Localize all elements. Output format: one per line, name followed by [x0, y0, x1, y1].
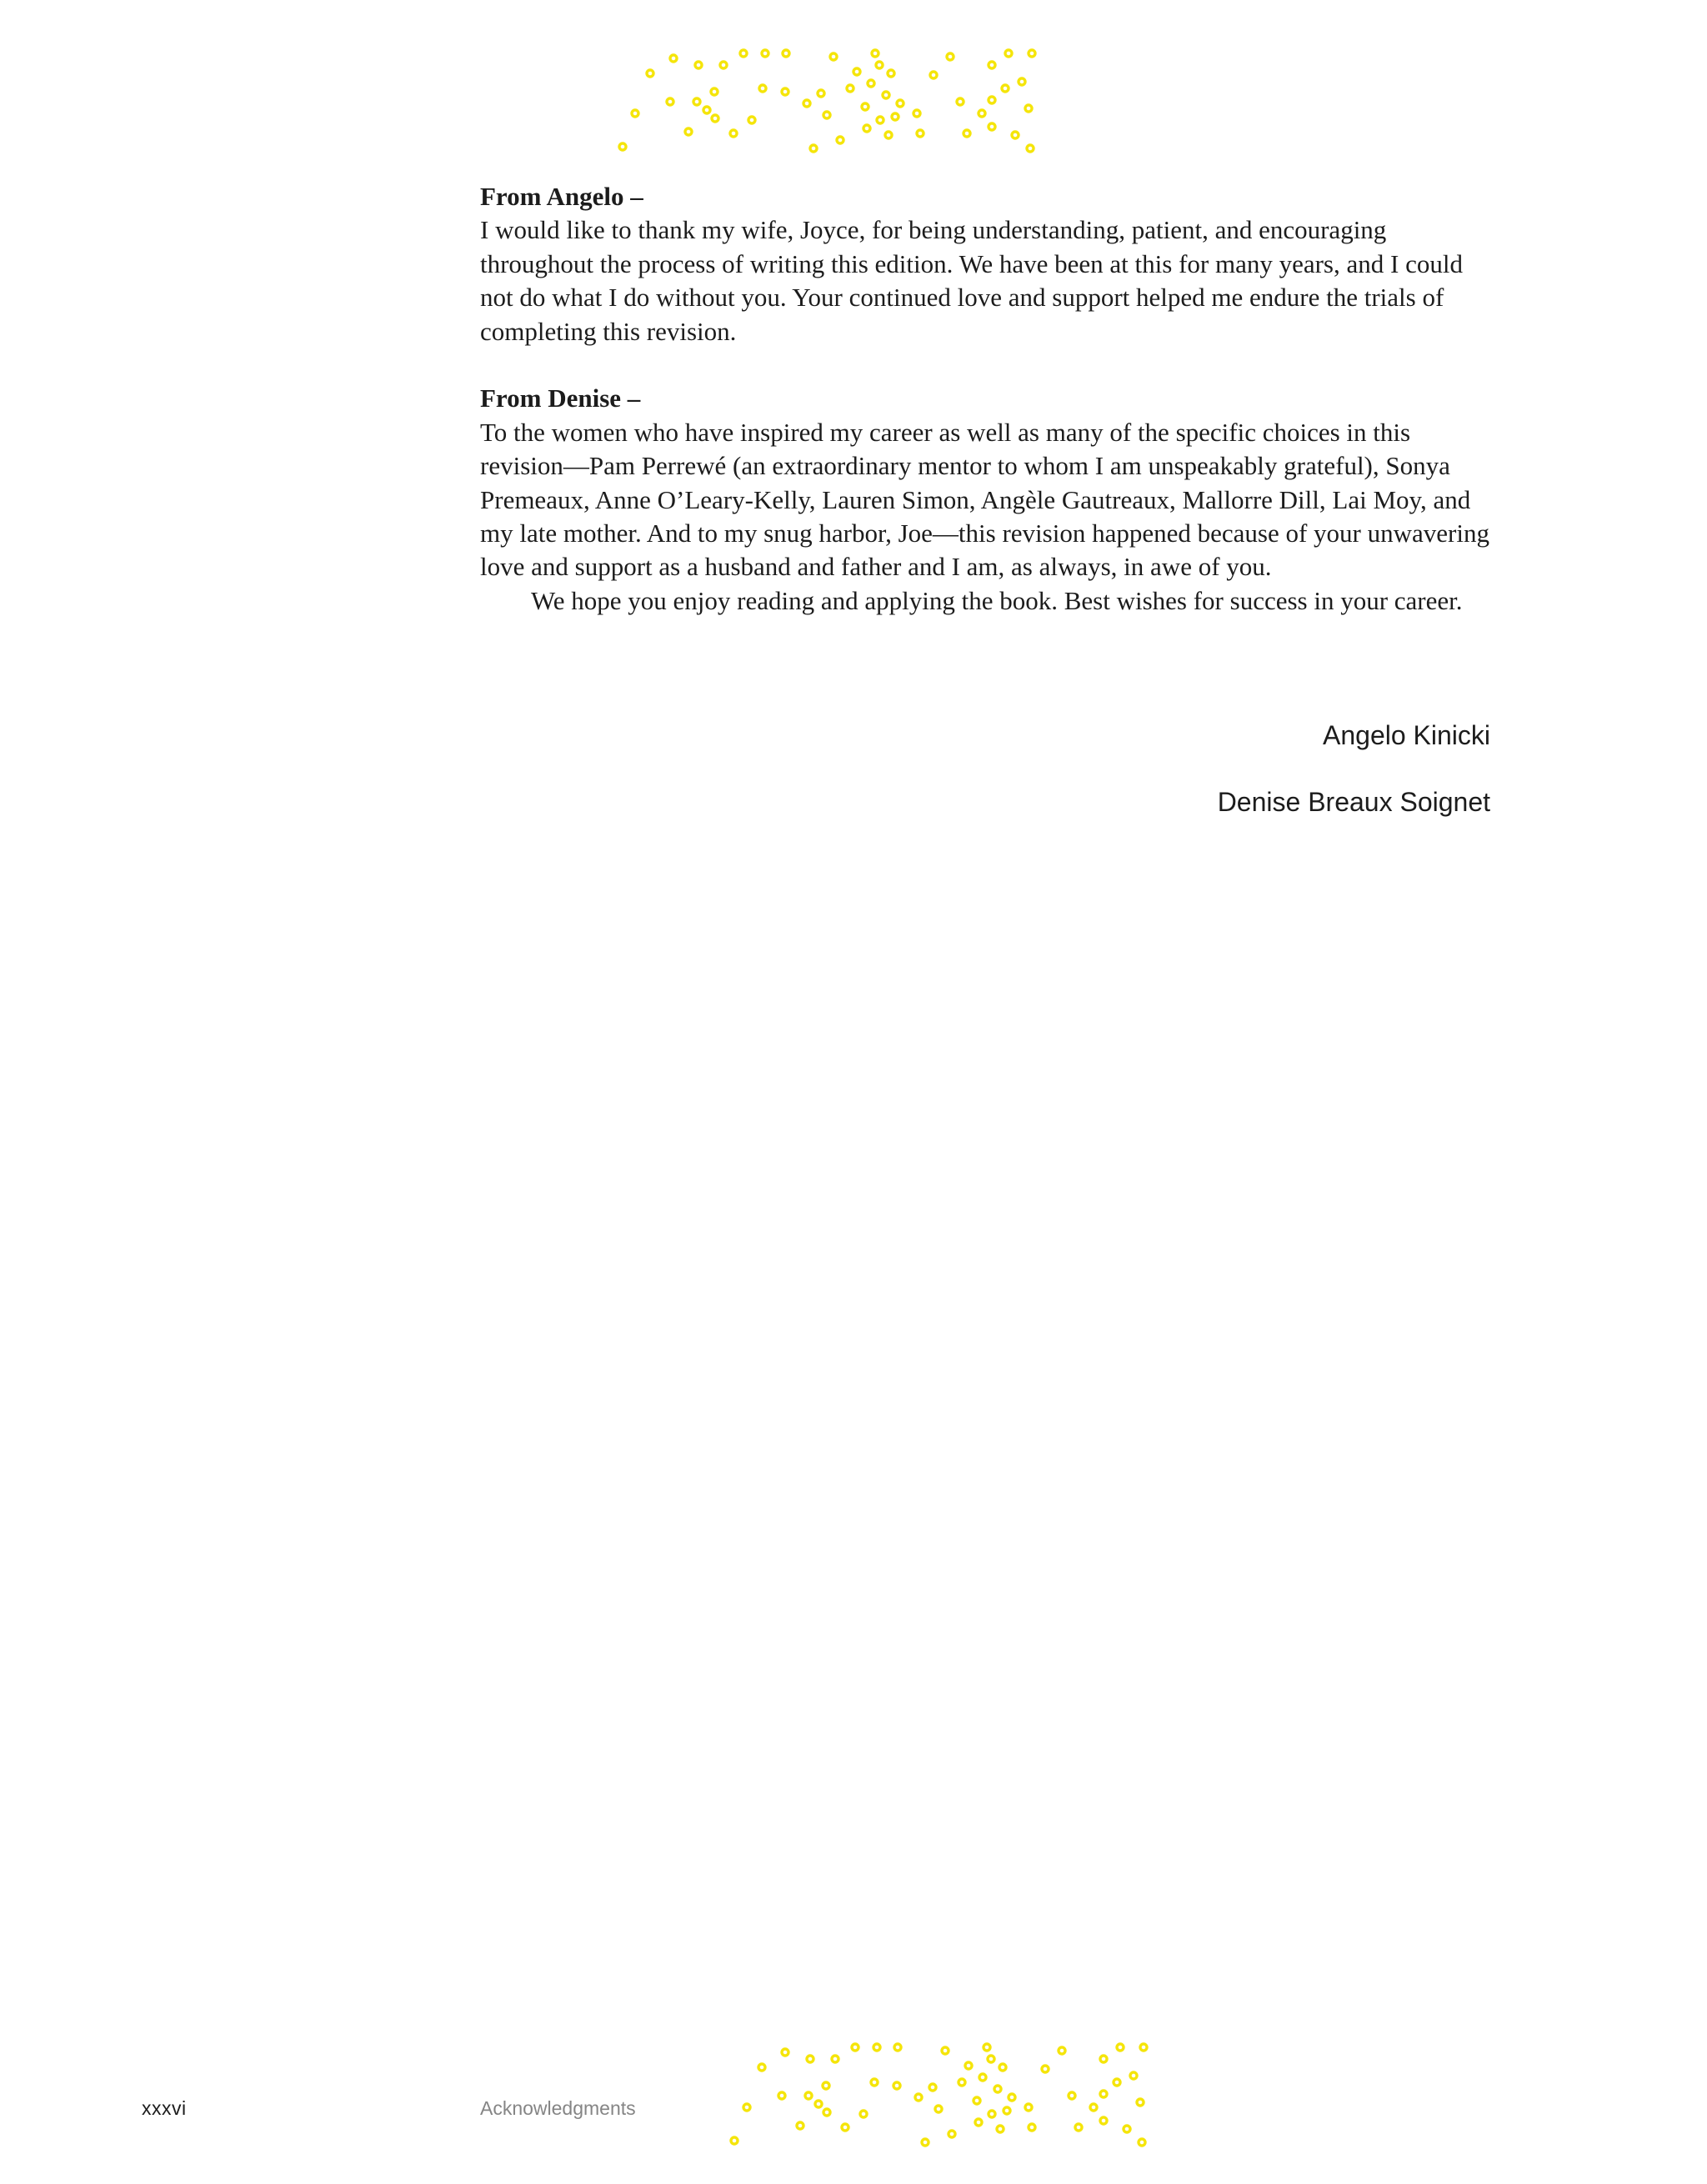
- paragraph-from-angelo: I would like to thank my wife, Joyce, for being understanding, patient, and encouraging throughout the process of writing this edition. We have been at this for many years, and I could not do what I do without you. Your continued love and support helped me endure the trials of completing this revision.: [480, 215, 1463, 346]
- signature-angelo-kinicki: Angelo Kinicki: [1323, 720, 1490, 750]
- paragraph-gap: [480, 348, 1490, 382]
- signature-denise-breaux-soignet: Denise Breaux Soignet: [1217, 787, 1490, 817]
- acknowledgments-body: [480, 180, 1490, 618]
- paragraph-from-denise: To the women who have inspired my career as well as many of the specific choices in this revision—Pam Perrewé (an extraordinary mentor to whom I am unspeakably grateful), Sonya Premeaux, Anne O’Leary-Kelly, Lauren Simon, Angèle Gautreaux, Mallorre Dill, Lai Moy, and my late mother. And to my snug harbor, Joe—this revision happened because of your unwavering love and support as a husband and father and I am, as always, in awe of you.: [480, 417, 1489, 582]
- running-footer-section: Acknowledgments: [480, 2097, 636, 2119]
- signature-block: [1218, 719, 1490, 819]
- heading-from-denise: From Denise –: [480, 383, 641, 413]
- decorative-dot-pattern-top: [617, 48, 1114, 153]
- page-number: xxxvi: [142, 2097, 187, 2119]
- heading-from-angelo: From Angelo –: [480, 182, 643, 211]
- paragraph-closing: We hope you enjoy reading and applying the book. Best wishes for success in your career.: [531, 585, 1463, 615]
- decorative-dot-pattern-bottom: [728, 2042, 1225, 2147]
